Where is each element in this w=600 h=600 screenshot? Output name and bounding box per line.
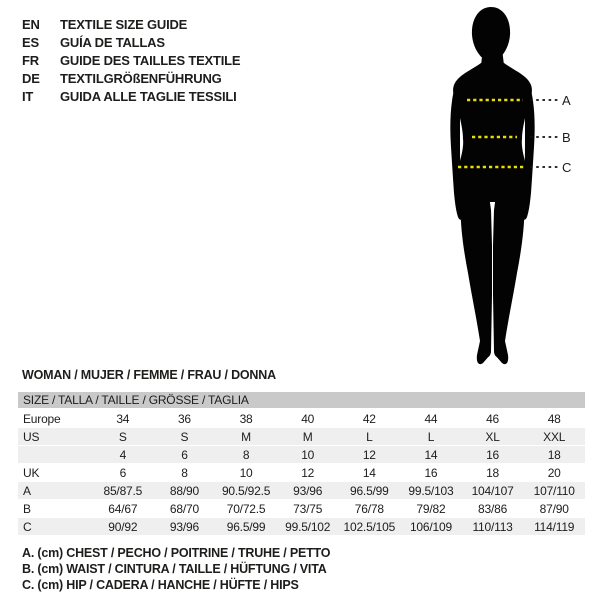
language-code: EN <box>22 16 40 32</box>
language-list <box>22 15 240 105</box>
language-label: TEXTILE SIZE GUIDE <box>60 16 188 32</box>
cell: 99.5/103 <box>408 483 454 498</box>
table-row-us-numeric <box>18 446 585 464</box>
cell: 93/96 <box>293 483 323 498</box>
cell: 106/109 <box>409 519 452 534</box>
cell: 110/113 <box>472 519 513 534</box>
cell: 14 <box>424 447 438 462</box>
cell: 18 <box>547 447 561 462</box>
row-label: UK <box>23 466 40 480</box>
cell: 83/86 <box>478 502 508 516</box>
measurement-figure <box>420 5 600 370</box>
language-code: IT <box>22 88 34 104</box>
legend-line-chest: A. (cm) CHEST / PECHO / POITRINE / TRUHE / PETTO <box>22 546 331 560</box>
table-row-europe <box>18 410 585 428</box>
cell: 96.5/99 <box>349 483 389 498</box>
table-row-chest <box>18 482 585 500</box>
language-code: ES <box>22 34 39 50</box>
measurement-legend <box>22 545 330 593</box>
cell: 36 <box>177 412 191 426</box>
cell: S <box>118 429 127 444</box>
cell: 104/107 <box>471 483 514 498</box>
language-row-it <box>22 87 240 105</box>
cell: 85/87.5 <box>103 483 143 498</box>
cell: 73/75 <box>293 502 323 516</box>
cell: 99.5/102 <box>285 519 331 534</box>
cell: 90.5/92.5 <box>221 483 271 498</box>
cell: 8 <box>242 447 250 462</box>
language-row-fr <box>22 51 240 69</box>
table-row-us <box>18 428 585 446</box>
cell: 44 <box>424 412 438 426</box>
language-row-de <box>22 69 240 87</box>
language-code: DE <box>22 70 40 86</box>
cell: 88/90 <box>169 483 199 498</box>
language-row-en <box>22 15 240 33</box>
section-title: WOMAN / MUJER / FEMME / FRAU / DONNA <box>22 368 276 382</box>
table-header-bar: SIZE / TALLA / TAILLE / GRÖSSE / TAGLIA <box>18 392 585 408</box>
cell: 48 <box>547 412 561 426</box>
cell: 14 <box>362 466 376 480</box>
cell: 46 <box>486 412 500 426</box>
woman-silhouette-icon <box>420 5 570 370</box>
row-label: Europe <box>23 412 61 426</box>
cell: 40 <box>301 412 315 426</box>
cell: 107/110 <box>533 483 575 498</box>
cell: 93/96 <box>169 519 199 534</box>
cell: 10 <box>301 447 315 462</box>
cell: S <box>180 429 189 444</box>
silhouette-torso <box>453 63 532 204</box>
silhouette-right-foot <box>495 341 508 364</box>
measure-label-b: B <box>562 130 571 145</box>
cell: 96.5/99 <box>226 519 266 534</box>
size-table <box>18 392 585 536</box>
row-label: C <box>23 519 32 534</box>
row-label: B <box>23 502 31 516</box>
cell: 8 <box>181 466 188 480</box>
cell: M <box>302 429 313 444</box>
silhouette-right-leg <box>493 191 525 358</box>
measure-label-c: C <box>562 160 572 175</box>
language-label: GUIDE DES TAILLES TEXTILE <box>60 52 241 68</box>
cell: 90/92 <box>108 519 138 534</box>
cell: 87/90 <box>539 502 569 516</box>
cell: 6 <box>181 447 188 462</box>
cell: 16 <box>424 466 438 480</box>
cell: 6 <box>119 466 127 480</box>
cell: 12 <box>301 466 315 480</box>
cell: 68/70 <box>169 502 199 516</box>
table-row-waist <box>18 500 585 518</box>
legend-line-hip: C. (cm) HIP / CADERA / HANCHE / HÜFTE / HIPS <box>22 578 299 592</box>
cell: 34 <box>116 412 130 426</box>
language-row-es <box>22 33 240 51</box>
table-row-hip <box>18 518 585 536</box>
cell: L <box>366 429 373 444</box>
table-row-uk <box>18 464 585 482</box>
language-label: GUIDA ALLE TAGLIE TESSILI <box>60 88 237 104</box>
cell: 20 <box>547 466 561 480</box>
cell: 102.5/105 <box>343 519 396 534</box>
cell: 64/67 <box>108 502 138 516</box>
cell: 42 <box>362 412 376 426</box>
cell: 10 <box>239 466 253 480</box>
cell: L <box>427 429 435 444</box>
cell: 79/82 <box>416 502 446 516</box>
cell: 18 <box>486 466 500 480</box>
silhouette-left-foot <box>477 341 490 364</box>
cell: 114/119 <box>534 519 575 534</box>
language-code: FR <box>22 52 39 68</box>
language-label: GUÍA DE TALLAS <box>60 34 165 50</box>
row-label: A <box>23 483 31 498</box>
cell: XL <box>485 429 500 444</box>
cell: M <box>241 429 251 444</box>
cell: 38 <box>239 412 253 426</box>
cell: 70/72.5 <box>226 502 266 516</box>
cell: XXL <box>543 429 566 444</box>
cell: 76/78 <box>354 502 384 516</box>
measure-label-a: A <box>562 93 571 108</box>
cell: 12 <box>362 447 376 462</box>
legend-line-waist: B. (cm) WAIST / CINTURA / TAILLE / HÜFTUNG / VITA <box>22 562 327 576</box>
row-label: US <box>23 429 40 444</box>
cell: 4 <box>119 447 127 462</box>
silhouette-left-leg <box>460 191 492 358</box>
cell: 16 <box>486 447 500 462</box>
language-label: TEXTILGRÖßENFÜHRUNG <box>60 70 222 86</box>
